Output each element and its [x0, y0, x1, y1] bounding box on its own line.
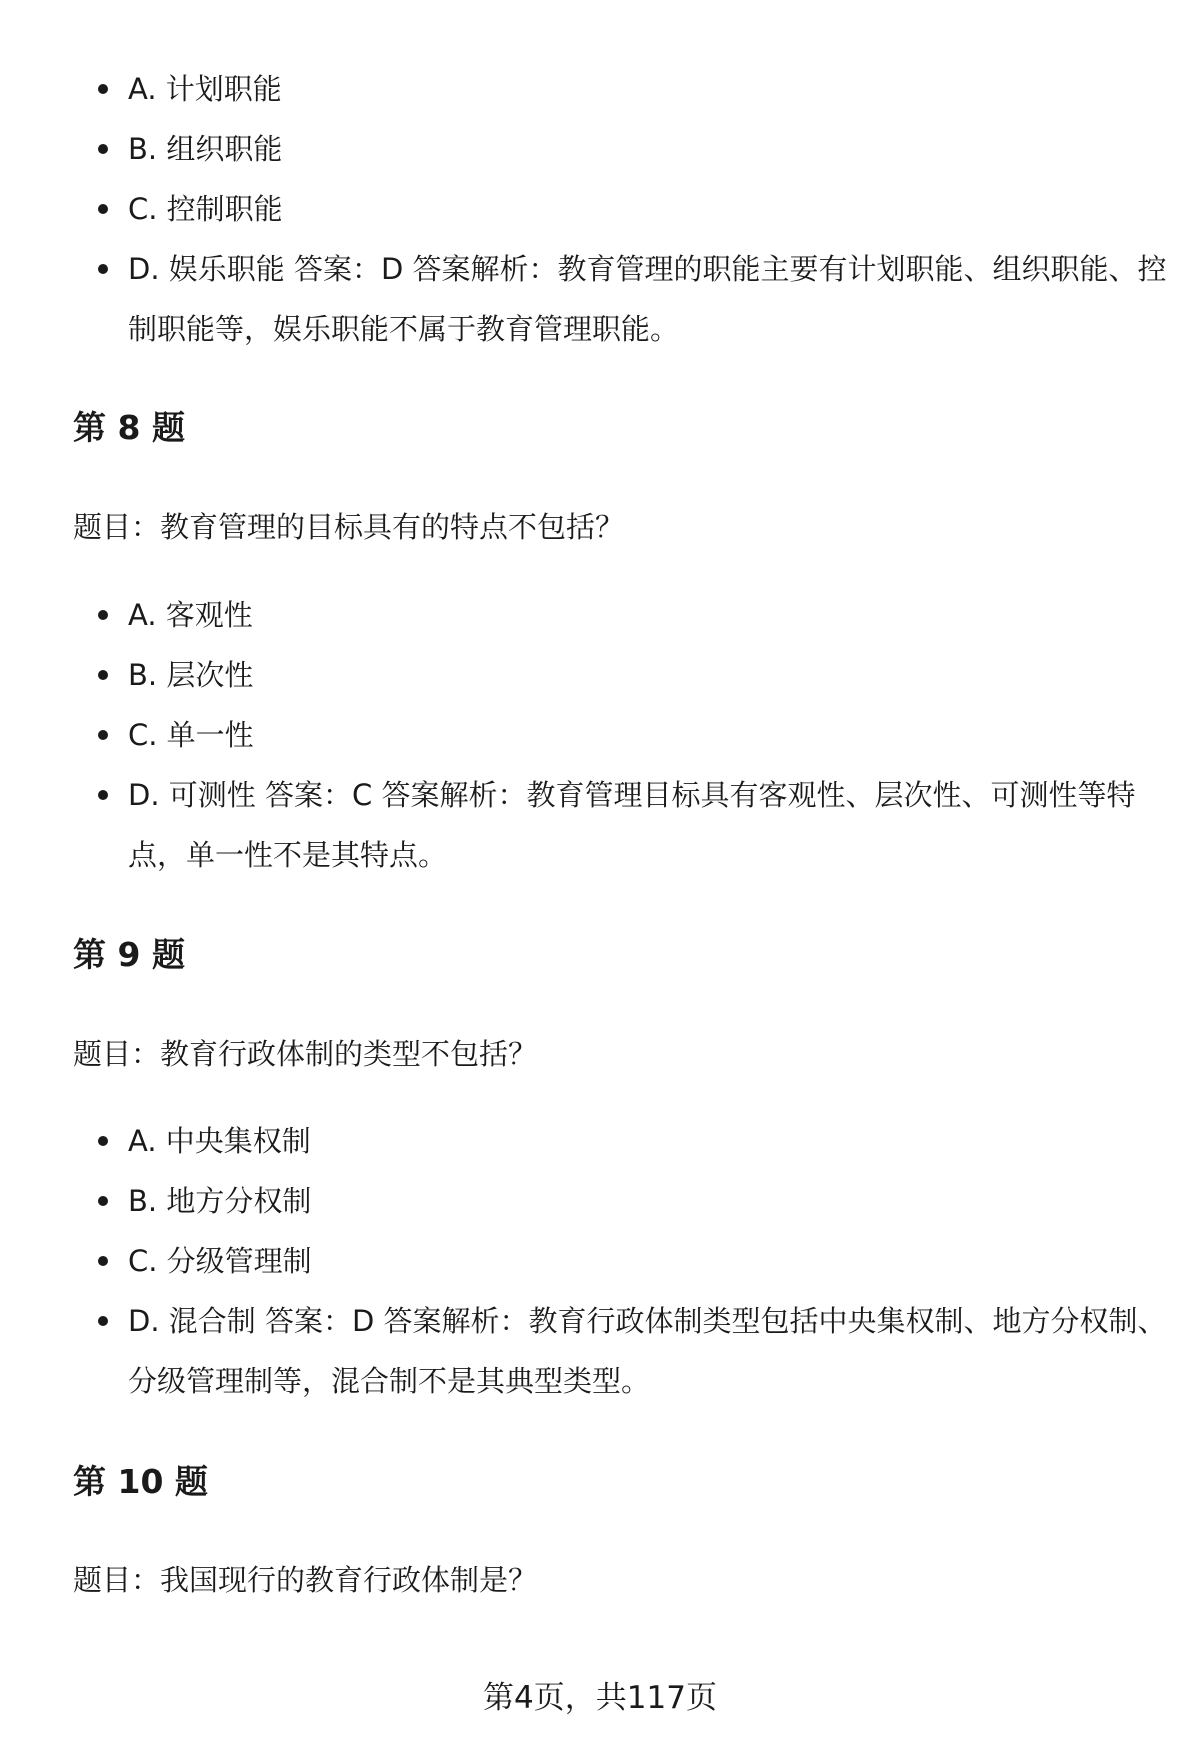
question-heading: 第 8 题: [73, 408, 185, 447]
bullet-icon: [98, 670, 108, 680]
q9-option-list: [73, 1111, 1168, 1411]
option-text: C. 控制职能: [128, 192, 283, 226]
option-text: C. 分级管理制: [128, 1244, 312, 1278]
option-text-with-answer: D. 混合制 答案：D 答案解析：教育行政体制类型包括中央集权制、地方分权制、分级管理制等，混合制不是其典型类型。: [128, 1304, 1167, 1398]
list-item: [73, 585, 1168, 645]
list-item: [73, 765, 1168, 885]
bullet-icon: [98, 1136, 108, 1146]
option-text: C. 单一性: [128, 718, 254, 752]
list-item: [73, 239, 1168, 359]
bullet-icon: [98, 730, 108, 740]
option-text: A. 中央集权制: [128, 1124, 311, 1158]
list-item: [73, 1231, 1168, 1291]
question-stem: 题目：我国现行的教育行政体制是？: [73, 1563, 538, 1597]
option-text: B. 组织职能: [128, 132, 283, 166]
page-number-footer: 第4页，共117页: [483, 1680, 717, 1716]
bullet-icon: [98, 204, 108, 214]
q7-option-list: [73, 59, 1168, 359]
q8-option-list: [73, 585, 1168, 885]
bullet-icon: [98, 1316, 108, 1326]
question-stem: 题目：教育管理的目标具有的特点不包括？: [73, 510, 625, 544]
bullet-icon: [98, 790, 108, 800]
option-text: A. 计划职能: [128, 72, 282, 106]
list-item: [73, 59, 1168, 119]
list-item: [73, 179, 1168, 239]
list-item: [73, 645, 1168, 705]
list-item: [73, 1171, 1168, 1231]
option-text-with-answer: D. 娱乐职能 答案：D 答案解析：教育管理的职能主要有计划职能、组织职能、控制职能等，娱乐职能不属于教育管理职能。: [128, 252, 1167, 346]
option-text: B. 层次性: [128, 658, 254, 692]
list-item: [73, 705, 1168, 765]
option-text-with-answer: D. 可测性 答案：C 答案解析：教育管理目标具有客观性、层次性、可测性等特点，单一性不是其特点。: [128, 778, 1136, 872]
list-item: [73, 1111, 1168, 1171]
bullet-icon: [98, 144, 108, 154]
question-stem: 题目：教育行政体制的类型不包括？: [73, 1037, 538, 1071]
question-heading: 第 10 题: [73, 1462, 208, 1501]
list-item: [73, 119, 1168, 179]
bullet-icon: [98, 264, 108, 274]
question-heading: 第 9 题: [73, 935, 185, 974]
list-item: [73, 1291, 1168, 1411]
bullet-icon: [98, 84, 108, 94]
bullet-icon: [98, 1256, 108, 1266]
option-text: B. 地方分权制: [128, 1184, 312, 1218]
bullet-icon: [98, 1196, 108, 1206]
option-text: A. 客观性: [128, 598, 253, 632]
bullet-icon: [98, 610, 108, 620]
